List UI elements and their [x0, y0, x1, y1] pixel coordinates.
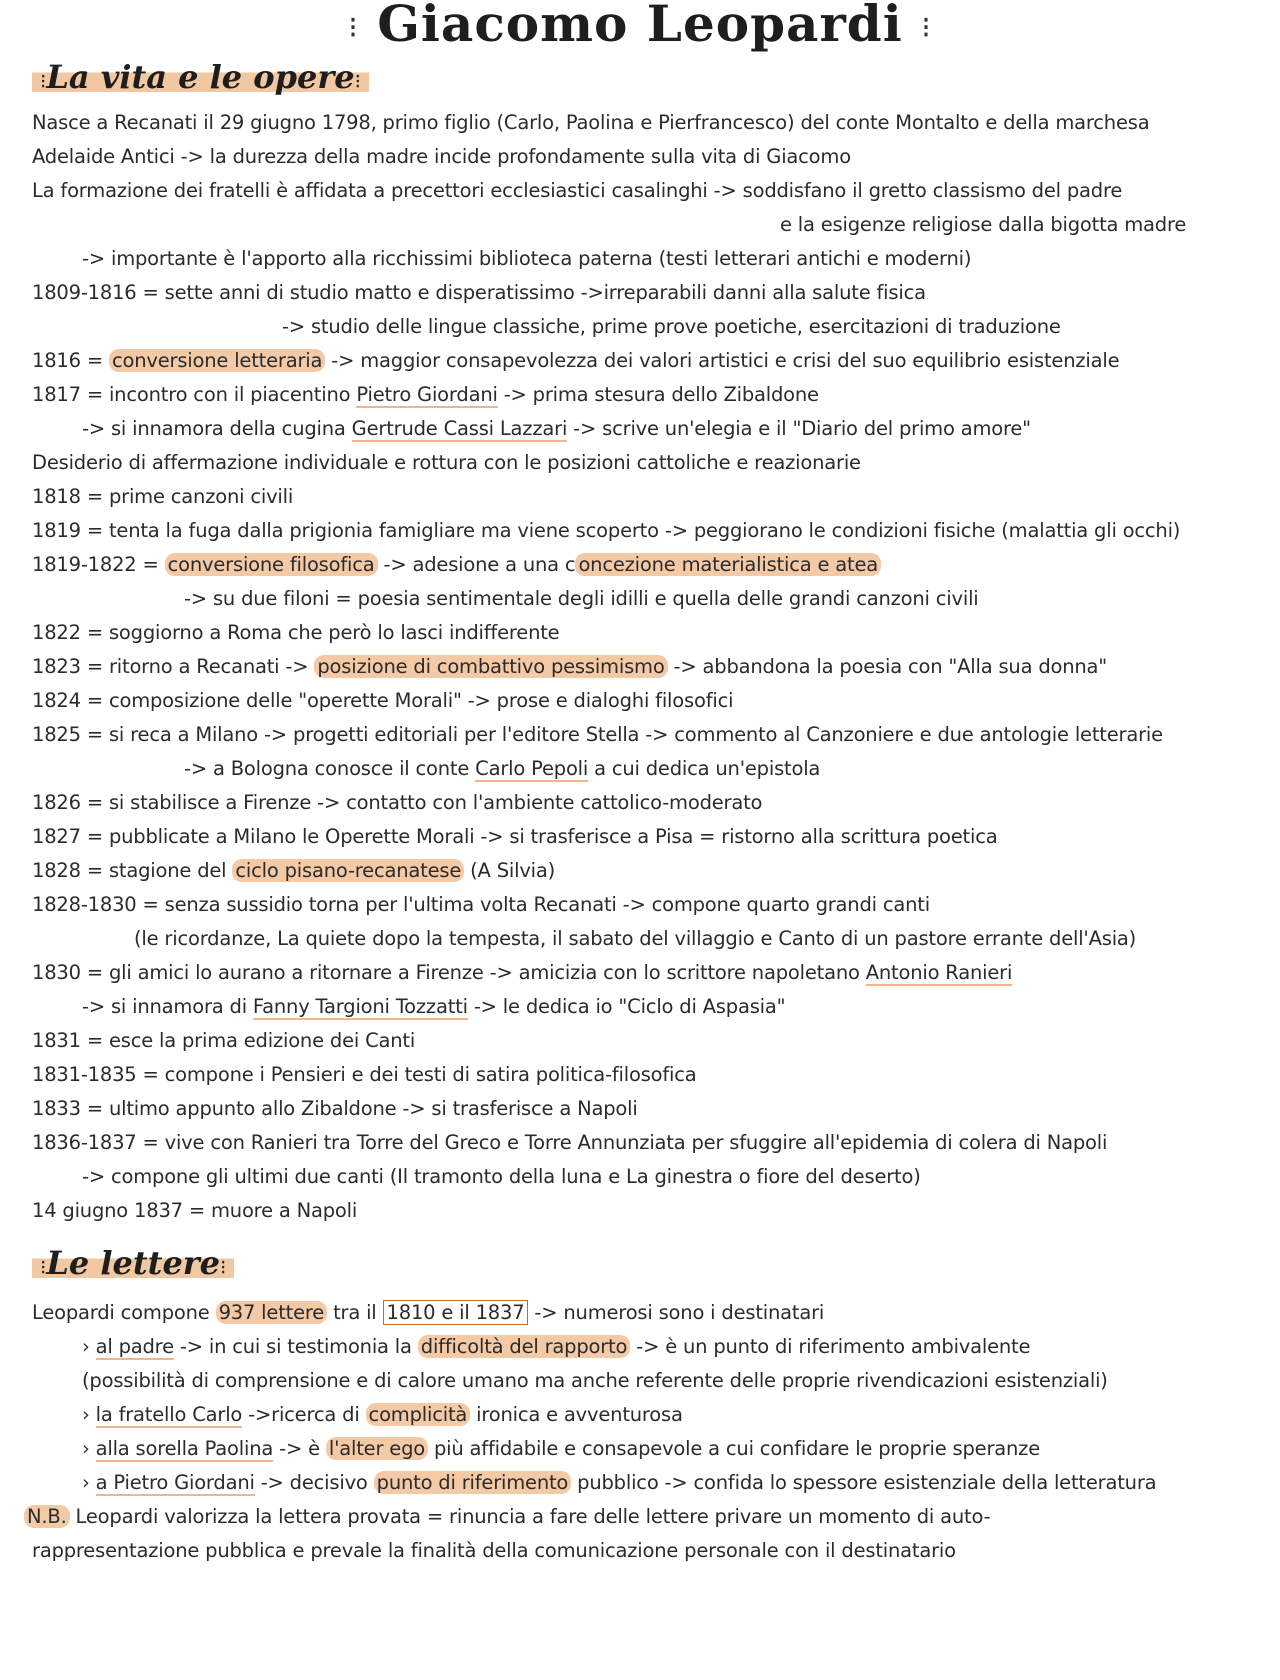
- section-heading-lettere: [32, 1244, 234, 1282]
- note-line: [32, 1296, 824, 1330]
- note-text: -> numerosi sono i destinatari: [528, 1301, 825, 1324]
- note-text: 1828-1830 = senza sussidio torna per l'ultima volta Recanati -> compone quarto grandi canti: [32, 893, 930, 916]
- note-line: [32, 480, 293, 514]
- title-decor-right: ⁝: [921, 10, 932, 46]
- note-line: [32, 514, 1180, 548]
- note-text: -> maggior consapevolezza dei valori artistici e crisi del suo equilibrio esistenziale: [325, 349, 1120, 372]
- note-line: [32, 344, 1119, 378]
- note-text: 1823 = ritorno a Recanati ->: [32, 655, 315, 678]
- note-text: 1809-1816 = sette anni di studio matto e disperatissimo ->irreparabili danni alla salute fisica: [32, 281, 926, 304]
- note-line: [82, 1330, 1030, 1364]
- highlight: N.B.: [24, 1505, 70, 1528]
- bullet-marker: ›: [82, 1437, 96, 1460]
- underlined-name: Carlo Pepoli: [475, 757, 589, 780]
- note-text: tra il: [327, 1301, 383, 1324]
- note-text: (le ricordanze, La quiete dopo la tempesta, il sabato del villaggio e Canto di un pastore errante dell'Asia): [134, 927, 1137, 950]
- note-text: -> a Bologna conosce il conte: [184, 757, 476, 780]
- note-text: -> studio delle lingue classiche, prime prove poetiche, esercitazioni di traduzione: [282, 315, 1061, 338]
- page-title: [0, 0, 1280, 53]
- note-line: [184, 582, 979, 616]
- note-line: [82, 1160, 921, 1194]
- note-text: -> prima stesura dello Zibaldone: [497, 383, 819, 406]
- section-heading-lettere-text: Le lettere: [46, 1244, 221, 1282]
- note-text: 1825 = si reca a Milano -> progetti editoriali per l'editore Stella -> commento al Canzoniere e due antologie letterarie: [32, 723, 1163, 746]
- note-text: Leopardi valorizza la lettera provata = rinuncia a fare delle lettere privare un momento di auto-: [69, 1505, 991, 1528]
- note-line: [32, 106, 1149, 140]
- note-text: -> è un punto di riferimento ambivalente: [630, 1335, 1031, 1358]
- highlight: difficoltà del rapporto: [418, 1335, 630, 1358]
- note-text: Leopardi compone: [32, 1301, 216, 1324]
- note-text: rappresentazione pubblica e prevale la finalità della comunicazione personale con il destinatario: [32, 1539, 956, 1562]
- note-text: -> importante è l'apporto alla ricchissimi biblioteca paterna (testi letterari antichi e moderni): [82, 247, 972, 270]
- note-text: pubblico -> confida lo spessore esistenziale della letteratura: [571, 1471, 1157, 1494]
- underlined-name: Antonio Ranieri: [865, 961, 1013, 984]
- section-heading-vita: [32, 58, 369, 96]
- note-line: [82, 412, 1031, 446]
- section-heading-vita-text: La vita e le opere: [46, 58, 355, 96]
- note-line: [32, 1092, 638, 1126]
- note-line: [282, 310, 1061, 344]
- note-line: [184, 752, 820, 786]
- note-text: 1830 = gli amici lo aurano a ritornare a Firenze -> amicizia con lo scrittore napoletano: [32, 961, 866, 984]
- note-text: -> abbandona la poesia con "Alla sua donna": [667, 655, 1108, 678]
- heading-decor: ⁝: [40, 1255, 47, 1279]
- note-text: 1828 = stagione del: [32, 859, 233, 882]
- note-text: -> le dedica io "Ciclo di Aspasia": [467, 995, 786, 1018]
- note-text: -> decisivo: [254, 1471, 374, 1494]
- note-line: [32, 888, 930, 922]
- note-text: -> scrive un'elegia e il "Diario del primo amore": [567, 417, 1031, 440]
- note-line: [32, 718, 1163, 752]
- note-text: a cui dedica un'epistola: [588, 757, 821, 780]
- note-line: [32, 378, 819, 412]
- bullet-marker: ›: [82, 1471, 96, 1494]
- note-line: [32, 1534, 956, 1568]
- highlight: ciclo pisano-recanatese: [232, 859, 464, 882]
- underlined-name: Pietro Giordani: [356, 383, 498, 406]
- note-line: [134, 922, 1136, 956]
- note-line: [32, 1058, 697, 1092]
- underlined-name: al padre: [95, 1335, 174, 1358]
- note-line: [780, 208, 1186, 242]
- note-text: 1822 = soggiorno a Roma che però lo lasci indifferente: [32, 621, 560, 644]
- note-text: (A Silvia): [464, 859, 556, 882]
- note-line: [32, 1126, 1107, 1160]
- note-text: Desiderio di affermazione individuale e rottura con le posizioni cattoliche e reazionarie: [32, 451, 861, 474]
- note-text: -> si innamora di: [82, 995, 253, 1018]
- note-line: [32, 956, 1012, 990]
- note-line: [82, 990, 785, 1024]
- underlined-name: alla sorella Paolina: [95, 1437, 274, 1460]
- note-text: Nasce a Recanati il 29 giugno 1798, primo figlio (Carlo, Paolina e Pierfrancesco) del conte Montalto e della marchesa: [32, 111, 1150, 134]
- note-text: -> compone gli ultimi due canti (Il tramonto della luna e La ginestra o fiore del deserto): [82, 1165, 921, 1188]
- note-text: 1819 = tenta la fuga dalla prigionia famigliare ma viene scoperto -> peggiorano le condizioni fisiche (malattia gli occhi): [32, 519, 1181, 542]
- note-line: [32, 854, 555, 888]
- note-line: [82, 1432, 1040, 1466]
- note-line: [32, 276, 926, 310]
- note-text: -> si innamora della cugina: [82, 417, 352, 440]
- note-text: 1818 = prime canzoni civili: [32, 485, 294, 508]
- note-line: [32, 616, 559, 650]
- note-line: [82, 1398, 683, 1432]
- highlight: conversione letteraria: [109, 349, 325, 372]
- note-line: [32, 548, 881, 582]
- note-text: 1817 = incontro con il piacentino: [32, 383, 357, 406]
- note-text: -> è: [273, 1437, 326, 1460]
- note-line: [32, 446, 861, 480]
- note-line: [32, 174, 1122, 208]
- highlight: l'alter ego: [326, 1437, 428, 1460]
- underlined-name: Gertrude Cassi Lazzari: [351, 417, 568, 440]
- underlined-name: la fratello Carlo: [95, 1403, 243, 1426]
- note-text: -> su due filoni = poesia sentimentale degli idilli e quella delle grandi canzoni civili: [184, 587, 979, 610]
- note-line: [82, 1466, 1156, 1500]
- note-line: [32, 684, 733, 718]
- note-text: -> in cui si testimonia la: [173, 1335, 418, 1358]
- note-text: 1833 = ultimo appunto allo Zibaldone -> si trasferisce a Napoli: [32, 1097, 638, 1120]
- underlined-name: Fanny Targioni Tozzatti: [252, 995, 468, 1018]
- note-text: e la esigenze religiose dalla bigotta madre: [780, 213, 1187, 236]
- note-text: -> adesione a una c: [377, 553, 576, 576]
- note-text: 1836-1837 = vive con Ranieri tra Torre del Greco e Torre Annunziata per sfuggire all'epidemia di colera di Napoli: [32, 1131, 1108, 1154]
- highlight: oncezione materialistica e atea: [575, 553, 881, 576]
- note-line: [32, 786, 762, 820]
- note-line: [82, 242, 971, 276]
- bullet-marker: ›: [82, 1335, 96, 1358]
- note-text: 1819-1822 =: [32, 553, 165, 576]
- highlight: 937 lettere: [216, 1301, 328, 1324]
- highlight: punto di riferimento: [374, 1471, 572, 1494]
- boxed-dates: 1810 e il 1837: [383, 1300, 529, 1325]
- note-text: 1824 = composizione delle "operette Morali" -> prose e dialoghi filosofici: [32, 689, 734, 712]
- note-text: 1826 = si stabilisce a Firenze -> contatto con l'ambiente cattolico-moderato: [32, 791, 763, 814]
- note-text: più affidabile e consapevole a cui confidare le proprie speranze: [428, 1437, 1041, 1460]
- note-line: [32, 1194, 357, 1228]
- underlined-name: a Pietro Giordani: [95, 1471, 255, 1494]
- highlight: conversione filosofica: [165, 553, 378, 576]
- heading-decor: ⁝: [354, 69, 361, 93]
- note-line: [32, 1024, 415, 1058]
- note-text: La formazione dei fratelli è affidata a precettori ecclesiastici casalinghi -> soddisfano il gretto classismo del padre: [32, 179, 1123, 202]
- note-line: [32, 650, 1107, 684]
- note-line: [32, 140, 851, 174]
- note-line: [32, 820, 997, 854]
- note-line: [24, 1500, 990, 1534]
- note-text: ->ricerca di: [242, 1403, 366, 1426]
- bullet-marker: ›: [82, 1403, 96, 1426]
- heading-decor: ⁝: [220, 1255, 227, 1279]
- note-text: ironica e avventurosa: [470, 1403, 683, 1426]
- highlight: complicità: [366, 1403, 471, 1426]
- title-decor-left: ⁝: [348, 10, 359, 46]
- heading-decor: ⁝: [40, 69, 47, 93]
- highlight: posizione di combattivo pessimismo: [314, 655, 667, 678]
- note-text: 1831-1835 = compone i Pensieri e dei testi di satira politica-filosofica: [32, 1063, 697, 1086]
- note-text: 14 giugno 1837 = muore a Napoli: [32, 1199, 358, 1222]
- note-text: Adelaide Antici -> la durezza della madre incide profondamente sulla vita di Giacomo: [32, 145, 851, 168]
- note-text: 1816 =: [32, 349, 109, 372]
- page-title-text: Giacomo Leopardi: [377, 0, 903, 53]
- note-line: [82, 1364, 1108, 1398]
- note-text: 1827 = pubblicate a Milano le Operette Morali -> si trasferisce a Pisa = ristorno alla scrittura poetica: [32, 825, 998, 848]
- note-text: 1831 = esce la prima edizione dei Canti: [32, 1029, 416, 1052]
- note-text: (possibilità di comprensione e di calore umano ma anche referente delle proprie rivendicazioni esistenziali): [82, 1369, 1108, 1392]
